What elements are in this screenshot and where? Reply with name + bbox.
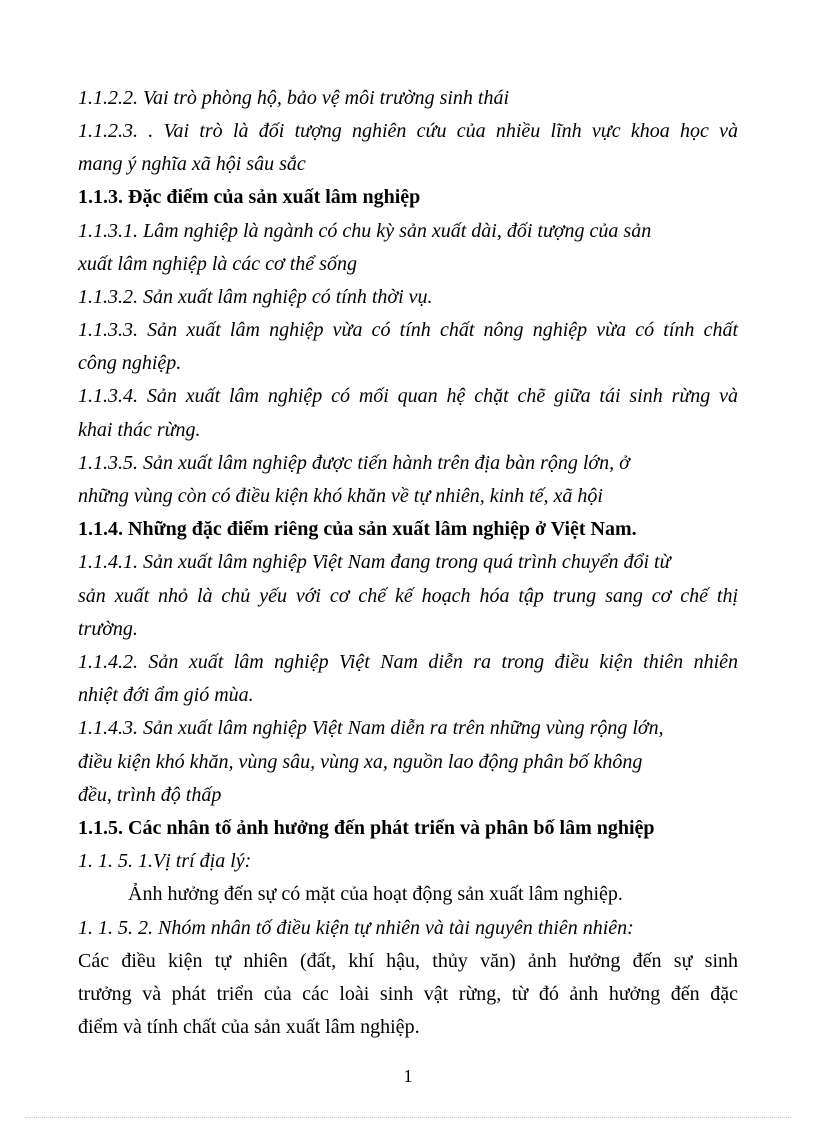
- text-line: xuất lâm nghiệp là các cơ thể sống: [78, 253, 357, 275]
- text-line: nhiệt đới ẩm gió mùa.: [78, 684, 254, 706]
- body-paragraph-line: Các điều kiện tự nhiên (đất, khí hậu, thủy văn) ảnh hưởng đến sự sinh: [78, 950, 738, 972]
- text-line: 1.1.3.1. Lâm nghiệp là ngành có chu kỳ sản xuất dài, đối tượng của sản: [78, 220, 652, 242]
- section-heading: 1.1.3. Đặc điểm của sản xuất lâm nghiệp: [78, 186, 421, 208]
- text-line: trường.: [78, 618, 138, 640]
- text-line: 1.1.3.5. Sản xuất lâm nghiệp được tiến hành trên địa bàn rộng lớn, ở: [78, 452, 630, 474]
- text-line: 1.1.3.3. Sản xuất lâm nghiệp vừa có tính chất nông nghiệp vừa có tính chất: [78, 319, 738, 341]
- text-line: Ảnh hưởng đến sự có mặt của hoạt động sản xuất lâm nghiệp.: [128, 883, 623, 905]
- text-line: 1.1.4.1. Sản xuất lâm nghiệp Việt Nam đang trong quá trình chuyển đổi từ: [78, 551, 671, 573]
- text-line: sản xuất nhỏ là chủ yếu với cơ chế kế hoạch hóa tập trung sang cơ chế thị: [78, 585, 738, 607]
- text-line: 1.1.2.3. . Vai trò là đối tượng nghiên cứu của nhiều lĩnh vực khoa học và: [78, 120, 738, 142]
- body-paragraph-line: trưởng và phát triển của các loài sinh vật rừng, từ đó ảnh hưởng đến đặc: [78, 983, 738, 1005]
- text-line: 1. 1. 5. 2. Nhóm nhân tố điều kiện tự nhiên và tài nguyên thiên nhiên:: [78, 917, 634, 939]
- text-line: đều, trình độ thấp: [78, 784, 222, 806]
- text-line: mang ý nghĩa xã hội sâu sắc: [78, 153, 306, 175]
- body-paragraph-line: điểm và tính chất của sản xuất lâm nghiệp.: [78, 1016, 420, 1038]
- section-heading: 1.1.5. Các nhân tố ảnh hưởng đến phát triển và phân bố lâm nghiệp: [78, 817, 655, 839]
- text-line: 1.1.4.2. Sản xuất lâm nghiệp Việt Nam diễn ra trong điều kiện thiên nhiên: [78, 651, 738, 673]
- page-bottom-divider: [25, 1117, 791, 1118]
- text-line: 1. 1. 5. 1.Vị trí địa lý:: [78, 850, 252, 872]
- text-line: 1.1.4.3. Sản xuất lâm nghiệp Việt Nam diễn ra trên những vùng rộng lớn,: [78, 717, 664, 739]
- page-number: 1: [403, 1066, 413, 1086]
- text-line: 1.1.2.2. Vai trò phòng hộ, bảo vệ môi trường sinh thái: [78, 87, 510, 109]
- text-line: 1.1.3.4. Sản xuất lâm nghiệp có mối quan hệ chặt chẽ giữa tái sinh rừng và: [78, 385, 738, 407]
- text-line: những vùng còn có điều kiện khó khăn về tự nhiên, kinh tế, xã hội: [78, 485, 603, 507]
- text-line: công nghiệp.: [78, 352, 182, 374]
- text-line: 1.1.3.2. Sản xuất lâm nghiệp có tính thời vụ.: [78, 286, 433, 308]
- section-heading: 1.1.4. Những đặc điểm riêng của sản xuất lâm nghiệp ở Việt Nam.: [78, 518, 637, 540]
- text-line: khai thác rừng.: [78, 419, 201, 441]
- text-line: điều kiện khó khăn, vùng sâu, vùng xa, nguồn lao động phân bố không: [78, 751, 643, 773]
